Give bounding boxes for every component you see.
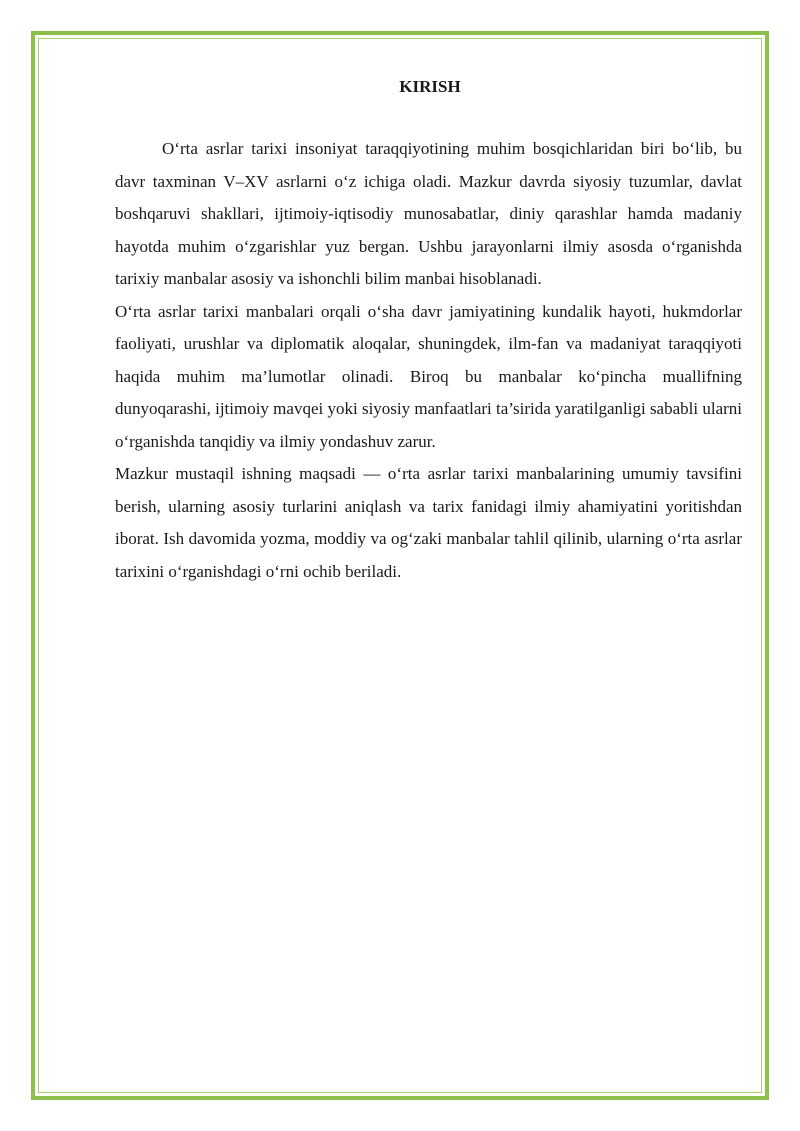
document-title: KIRISH bbox=[399, 77, 461, 96]
paragraph-intro: O‘rta asrlar tarixi insoniyat taraqqiyotining muhim bosqichlaridan biri bo‘lib, bu davr taxminan V–XV asrlarni o‘z ichiga oladi. Mazkur davrda siyosiy tuzumlar, davlat boshqaruvi shakllari, ijtimoiy-iqtisodiy munosabatlar, diniy qarashlar hamda madaniy hayotda muhim o‘zgarishlar yuz bergan. Ushbu jarayonlarni ilmiy asosda o‘rganishda tarixiy manbalar asosiy va ishonchli bilim manbai hisoblanadi. bbox=[115, 139, 742, 288]
paragraph-purpose: Mazkur mustaqil ishning maqsadi — o‘rta asrlar tarixi manbalarining umumiy tavsifini berish, ularning asosiy turlarini aniqlash va tarix fanidagi ilmiy ahamiyatini yoritishdan iborat. Ish davomida yozma, moddiy va og‘zaki manbalar tahlil qilinib, ularning o‘rta asrlar tarixini o‘rganishdagi o‘rni ochib beriladi. bbox=[115, 464, 742, 581]
paragraph-sources: O‘rta asrlar tarixi manbalari orqali o‘sha davr jamiyatining kundalik hayoti, hukmdorlar faoliyati, urushlar va diplomatik aloqalar, shuningdek, ilm-fan va madaniyat taraqqiyoti haqida muhim ma’lumotlar olinadi. Biroq bu manbalar ko‘pincha muallifning dunyoqarashi, ijtimoiy mavqei yoki siyosiy manfaatlari ta’sirida yaratilganligi sababli ularni o‘rganishda tanqidiy va ilmiy yondashuv zarur. bbox=[115, 301, 742, 451]
document-body bbox=[115, 76, 742, 588]
